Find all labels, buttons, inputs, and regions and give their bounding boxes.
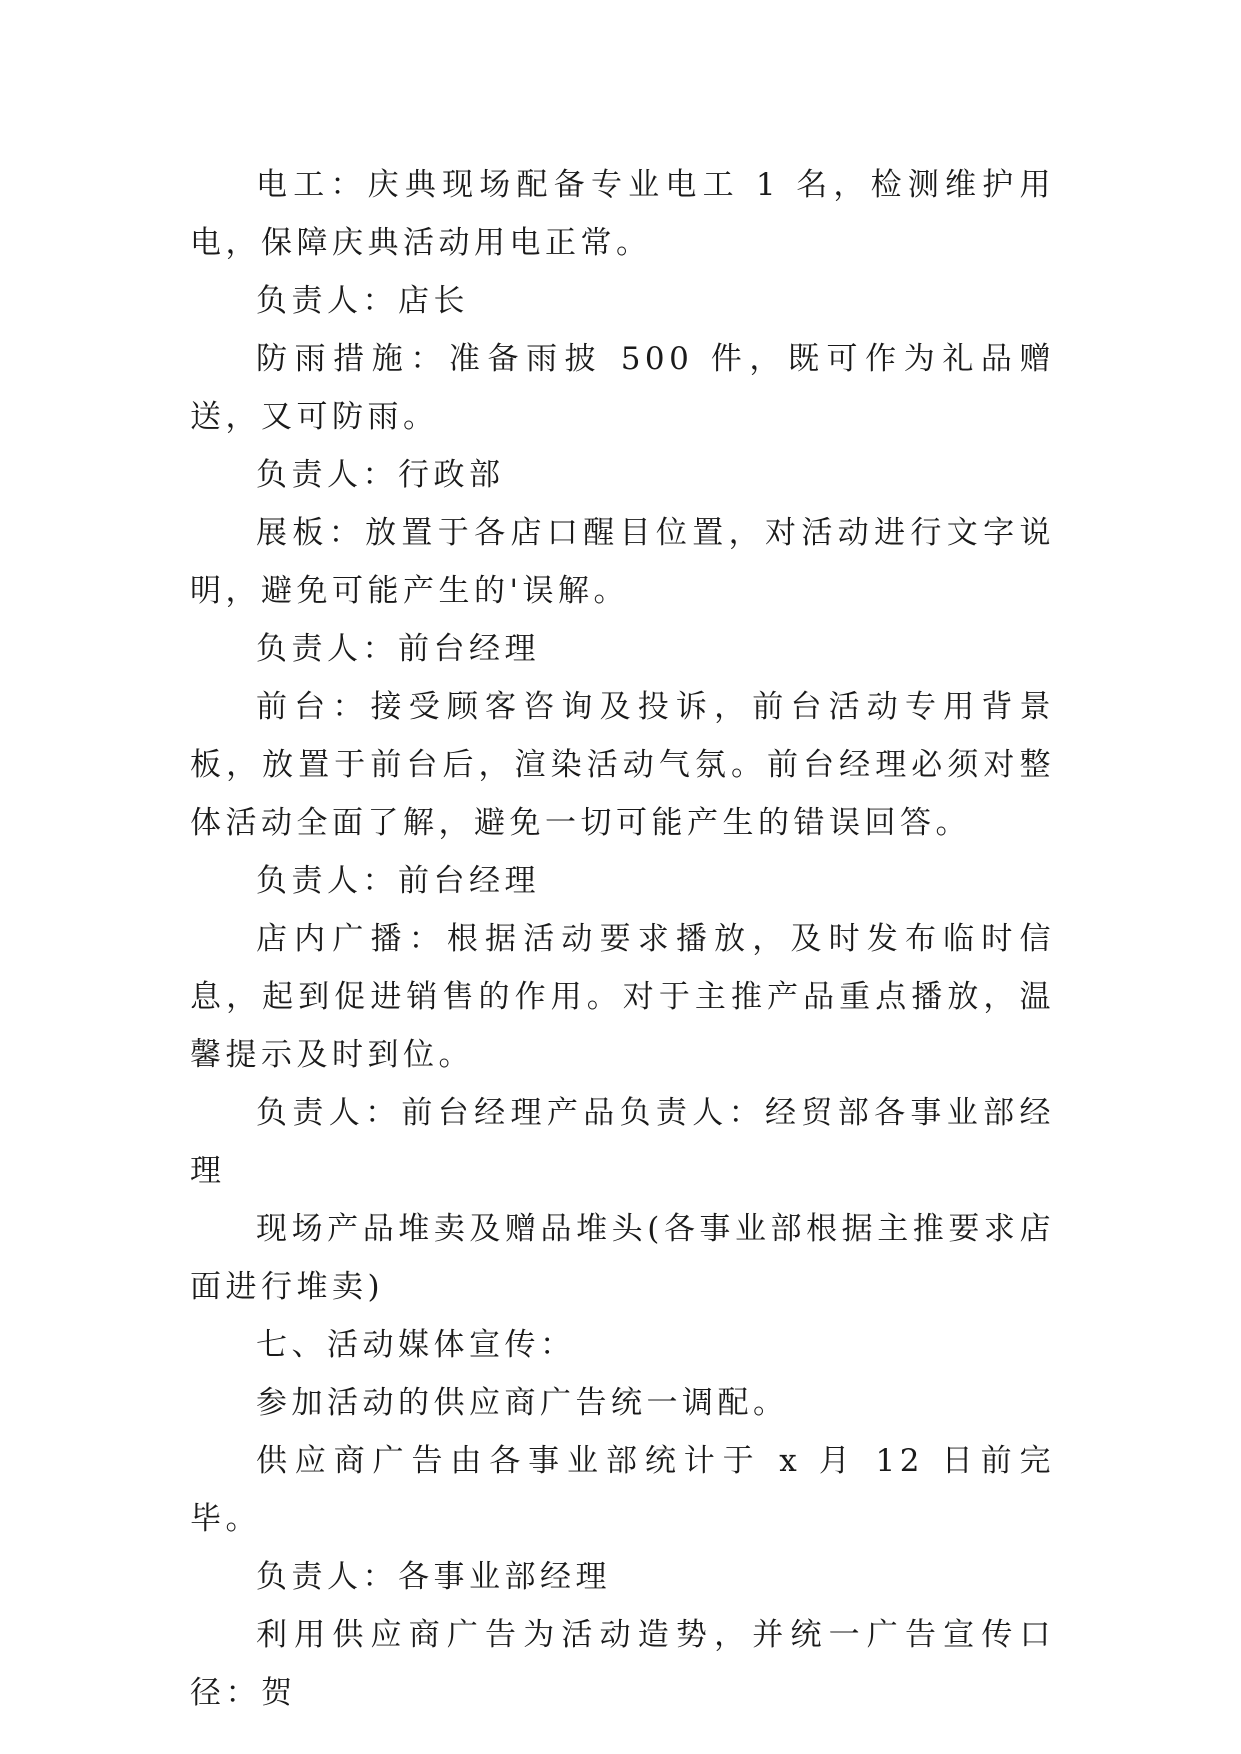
paragraph-front-desk: 前台：接受顾客咨询及投诉，前台活动专用背景板，放置于前台后，渲染活动气氛。前台经理必须对整体活动全面了解，避免一切可能产生的错误回答。 (190, 689, 1055, 841)
paragraph-store-broadcast: 店内广播：根据活动要求播放，及时发布临时信息，起到促进销售的作用。对于主推产品重点播放，温馨提示及时到位。 (190, 921, 1055, 1073)
paragraph-supplier-ads-deadline: 供应商广告由各事业部统计于 x 月 12 日前完毕。 (190, 1443, 1055, 1537)
paragraph-person-in-charge: 负责人：前台经理 (256, 631, 540, 667)
paragraph-person-in-charge: 负责人：各事业部经理 (256, 1559, 611, 1595)
paragraph-person-in-charge: 负责人：店长 (256, 283, 469, 319)
paragraph-rain-measures: 防雨措施：准备雨披 500 件，既可作为礼品赠送，又可防雨。 (190, 341, 1055, 435)
paragraph-display-board: 展板：放置于各店口醒目位置，对活动进行文字说明，避免可能产生的'误解。 (190, 515, 1055, 609)
paragraph-supplier-ads: 参加活动的供应商广告统一调配。 (256, 1385, 789, 1421)
paragraph-electrician: 电工：庆典现场配备专业电工 1 名，检测维护用电，保障庆典活动用电正常。 (190, 167, 1055, 261)
paragraph-person-in-charge: 负责人：行政部 (256, 457, 505, 493)
paragraph-person-in-charge: 负责人：前台经理产品负责人：经贸部各事业部经理 (190, 1095, 1055, 1189)
section-heading-media-promotion: 七、活动媒体宣传： (256, 1327, 576, 1363)
document-body (190, 156, 1055, 1722)
paragraph-product-display: 现场产品堆卖及赠品堆头(各事业部根据主推要求店面进行堆卖) (190, 1211, 1055, 1305)
paragraph-person-in-charge: 负责人：前台经理 (256, 863, 540, 899)
paragraph-ad-momentum: 利用供应商广告为活动造势，并统一广告宣传口径：贺 (190, 1617, 1055, 1711)
